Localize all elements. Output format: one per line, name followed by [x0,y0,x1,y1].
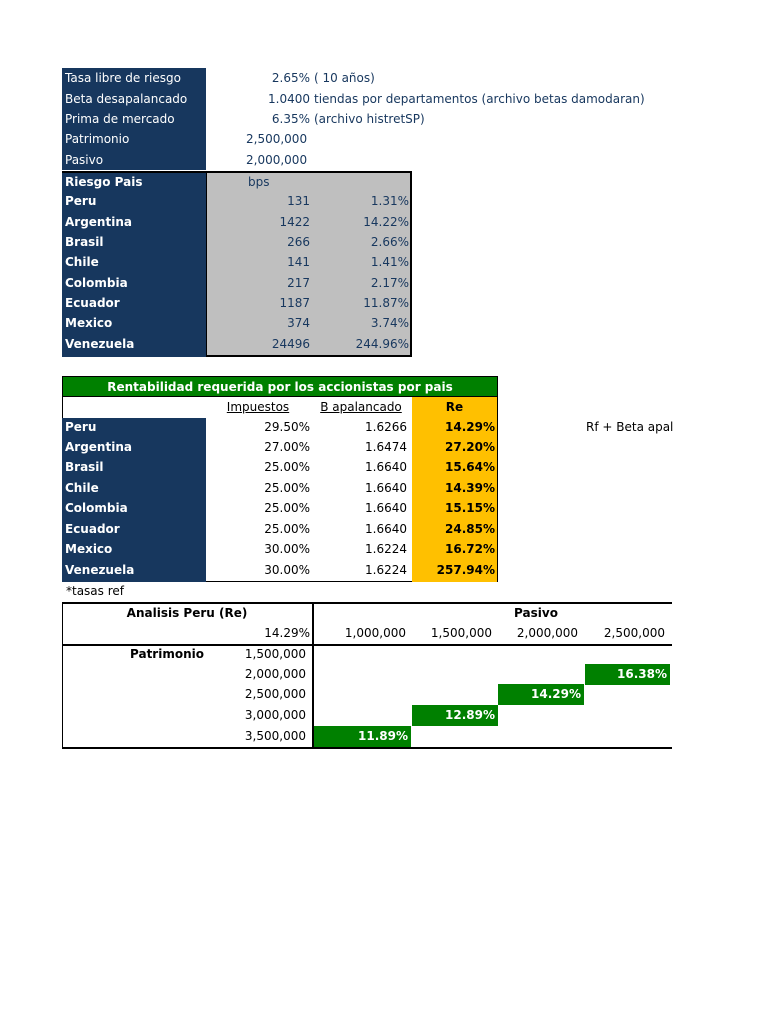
analysis-row-header: 1,500,000 [244,647,306,661]
column-header-taxes: Impuestos [226,400,290,414]
column-header-levered-beta: B apalancado [320,400,402,414]
param-label-debt: Pasivo [65,153,104,167]
country-risk-bps: 374 [287,316,310,330]
param-value-equity: 2,500,000 [246,132,308,146]
required-return-re: 27.20% [445,440,495,454]
required-return-tax: 25.00% [264,501,310,515]
country-risk-pct: 2.17% [370,276,409,290]
required-return-title: Rentabilidad requerida por los accionistas por pais [62,376,498,397]
country-risk-bps: 131 [287,194,310,208]
param-note-beta: tiendas por departamentos (archivo betas damodaran) [314,92,645,106]
country-risk-pct: 244.96% [355,337,409,351]
required-return-re: 257.94% [436,563,495,577]
country-risk-country: Argentina [65,215,132,229]
param-label-market-premium: Prima de mercado [65,112,175,126]
required-return-country: Ecuador [65,522,120,536]
country-risk-country: Colombia [65,276,128,290]
required-return-beta: 1.6640 [365,481,407,495]
required-return-country: Colombia [65,501,128,515]
country-risk-bps: 1422 [279,215,310,229]
required-return-country: Mexico [65,542,113,556]
analysis-left-rule [62,602,63,748]
analysis-result-cell: 12.89% [412,705,498,726]
param-note-market-premium: (archivo histretSP) [314,112,425,126]
analysis-column-header: 2,500,000 [603,626,665,640]
required-return-country: Chile [65,481,99,495]
analysis-row-header: 2,500,000 [244,687,306,701]
param-value-beta: 1.0400 [268,92,310,106]
country-risk-pct: 1.31% [370,194,409,208]
analysis-row-header: 3,500,000 [244,729,306,743]
required-return-beta: 1.6640 [365,460,407,474]
country-risk-bps: 266 [287,235,310,249]
country-risk-bps: 217 [287,276,310,290]
country-risk-pct: 3.74% [370,316,409,330]
required-return-beta: 1.6474 [365,440,407,454]
analysis-row-header: 2,000,000 [244,667,306,681]
required-return-tax: 30.00% [264,563,310,577]
param-value-risk-free: 2.65% [271,71,310,85]
analysis-result-cell: 11.89% [314,726,411,747]
analysis-title: Analisis Peru (Re) [126,606,248,620]
country-risk-country: Chile [65,255,99,269]
formula-note: Rf + Beta apal [586,420,674,434]
analysis-result-cell: 16.38% [585,664,670,685]
required-return-beta: 1.6224 [365,563,407,577]
required-return-beta: 1.6640 [365,501,407,515]
country-risk-pct: 14.22% [363,215,409,229]
required-return-re: 14.39% [445,481,495,495]
column-header-re: Re [445,400,464,414]
analysis-result-cell: 14.29% [498,684,584,705]
required-return-tax: 29.50% [264,420,310,434]
required-return-tax: 25.00% [264,460,310,474]
country-risk-header-unit: bps [248,175,270,189]
analysis-corner-value: 14.29% [264,626,310,640]
country-risk-bps: 1187 [279,296,310,310]
required-return-beta: 1.6266 [365,420,407,434]
country-risk-header-label: Riesgo Pais [65,175,143,189]
required-return-re: 14.29% [445,420,495,434]
country-risk-bps: 24496 [271,337,310,351]
analysis-column-header: 1,500,000 [430,626,492,640]
required-return-tax: 25.00% [264,522,310,536]
required-return-country: Peru [65,420,97,434]
param-note-risk-free: ( 10 años) [314,71,375,85]
analysis-row-group-label: Patrimonio [130,647,204,661]
country-risk-country: Venezuela [65,337,135,351]
required-return-re: 15.15% [445,501,495,515]
required-return-country: Venezuela [65,563,135,577]
required-return-country: Argentina [65,440,132,454]
required-return-tax: 30.00% [264,542,310,556]
country-risk-country: Brasil [65,235,104,249]
country-risk-pct: 2.66% [370,235,409,249]
param-label-risk-free: Tasa libre de riesgo [65,71,181,85]
param-value-debt: 2,000,000 [246,153,308,167]
required-return-re: 15.64% [445,460,495,474]
analysis-row-header: 3,000,000 [244,708,306,722]
param-label-beta: Beta desapalancado [65,92,188,106]
analysis-column-header: 2,000,000 [516,626,578,640]
analysis-bottom-rule [62,747,672,749]
required-return-beta: 1.6224 [365,542,407,556]
analysis-column-group-label: Pasivo [514,606,558,620]
param-value-market-premium: 6.35% [271,112,310,126]
required-return-tax: 25.00% [264,481,310,495]
required-return-tax: 27.00% [264,440,310,454]
required-return-re: 16.72% [445,542,495,556]
required-return-re: 24.85% [445,522,495,536]
country-risk-bps: 141 [287,255,310,269]
country-risk-country: Peru [65,194,97,208]
footnote: *tasas ref [66,584,125,598]
country-risk-pct: 1.41% [370,255,409,269]
analysis-column-header: 1,000,000 [344,626,406,640]
required-return-beta: 1.6640 [365,522,407,536]
country-risk-country: Ecuador [65,296,120,310]
param-label-equity: Patrimonio [65,132,130,146]
required-return-country: Brasil [65,460,104,474]
country-risk-country: Mexico [65,316,113,330]
country-risk-pct: 11.87% [363,296,409,310]
